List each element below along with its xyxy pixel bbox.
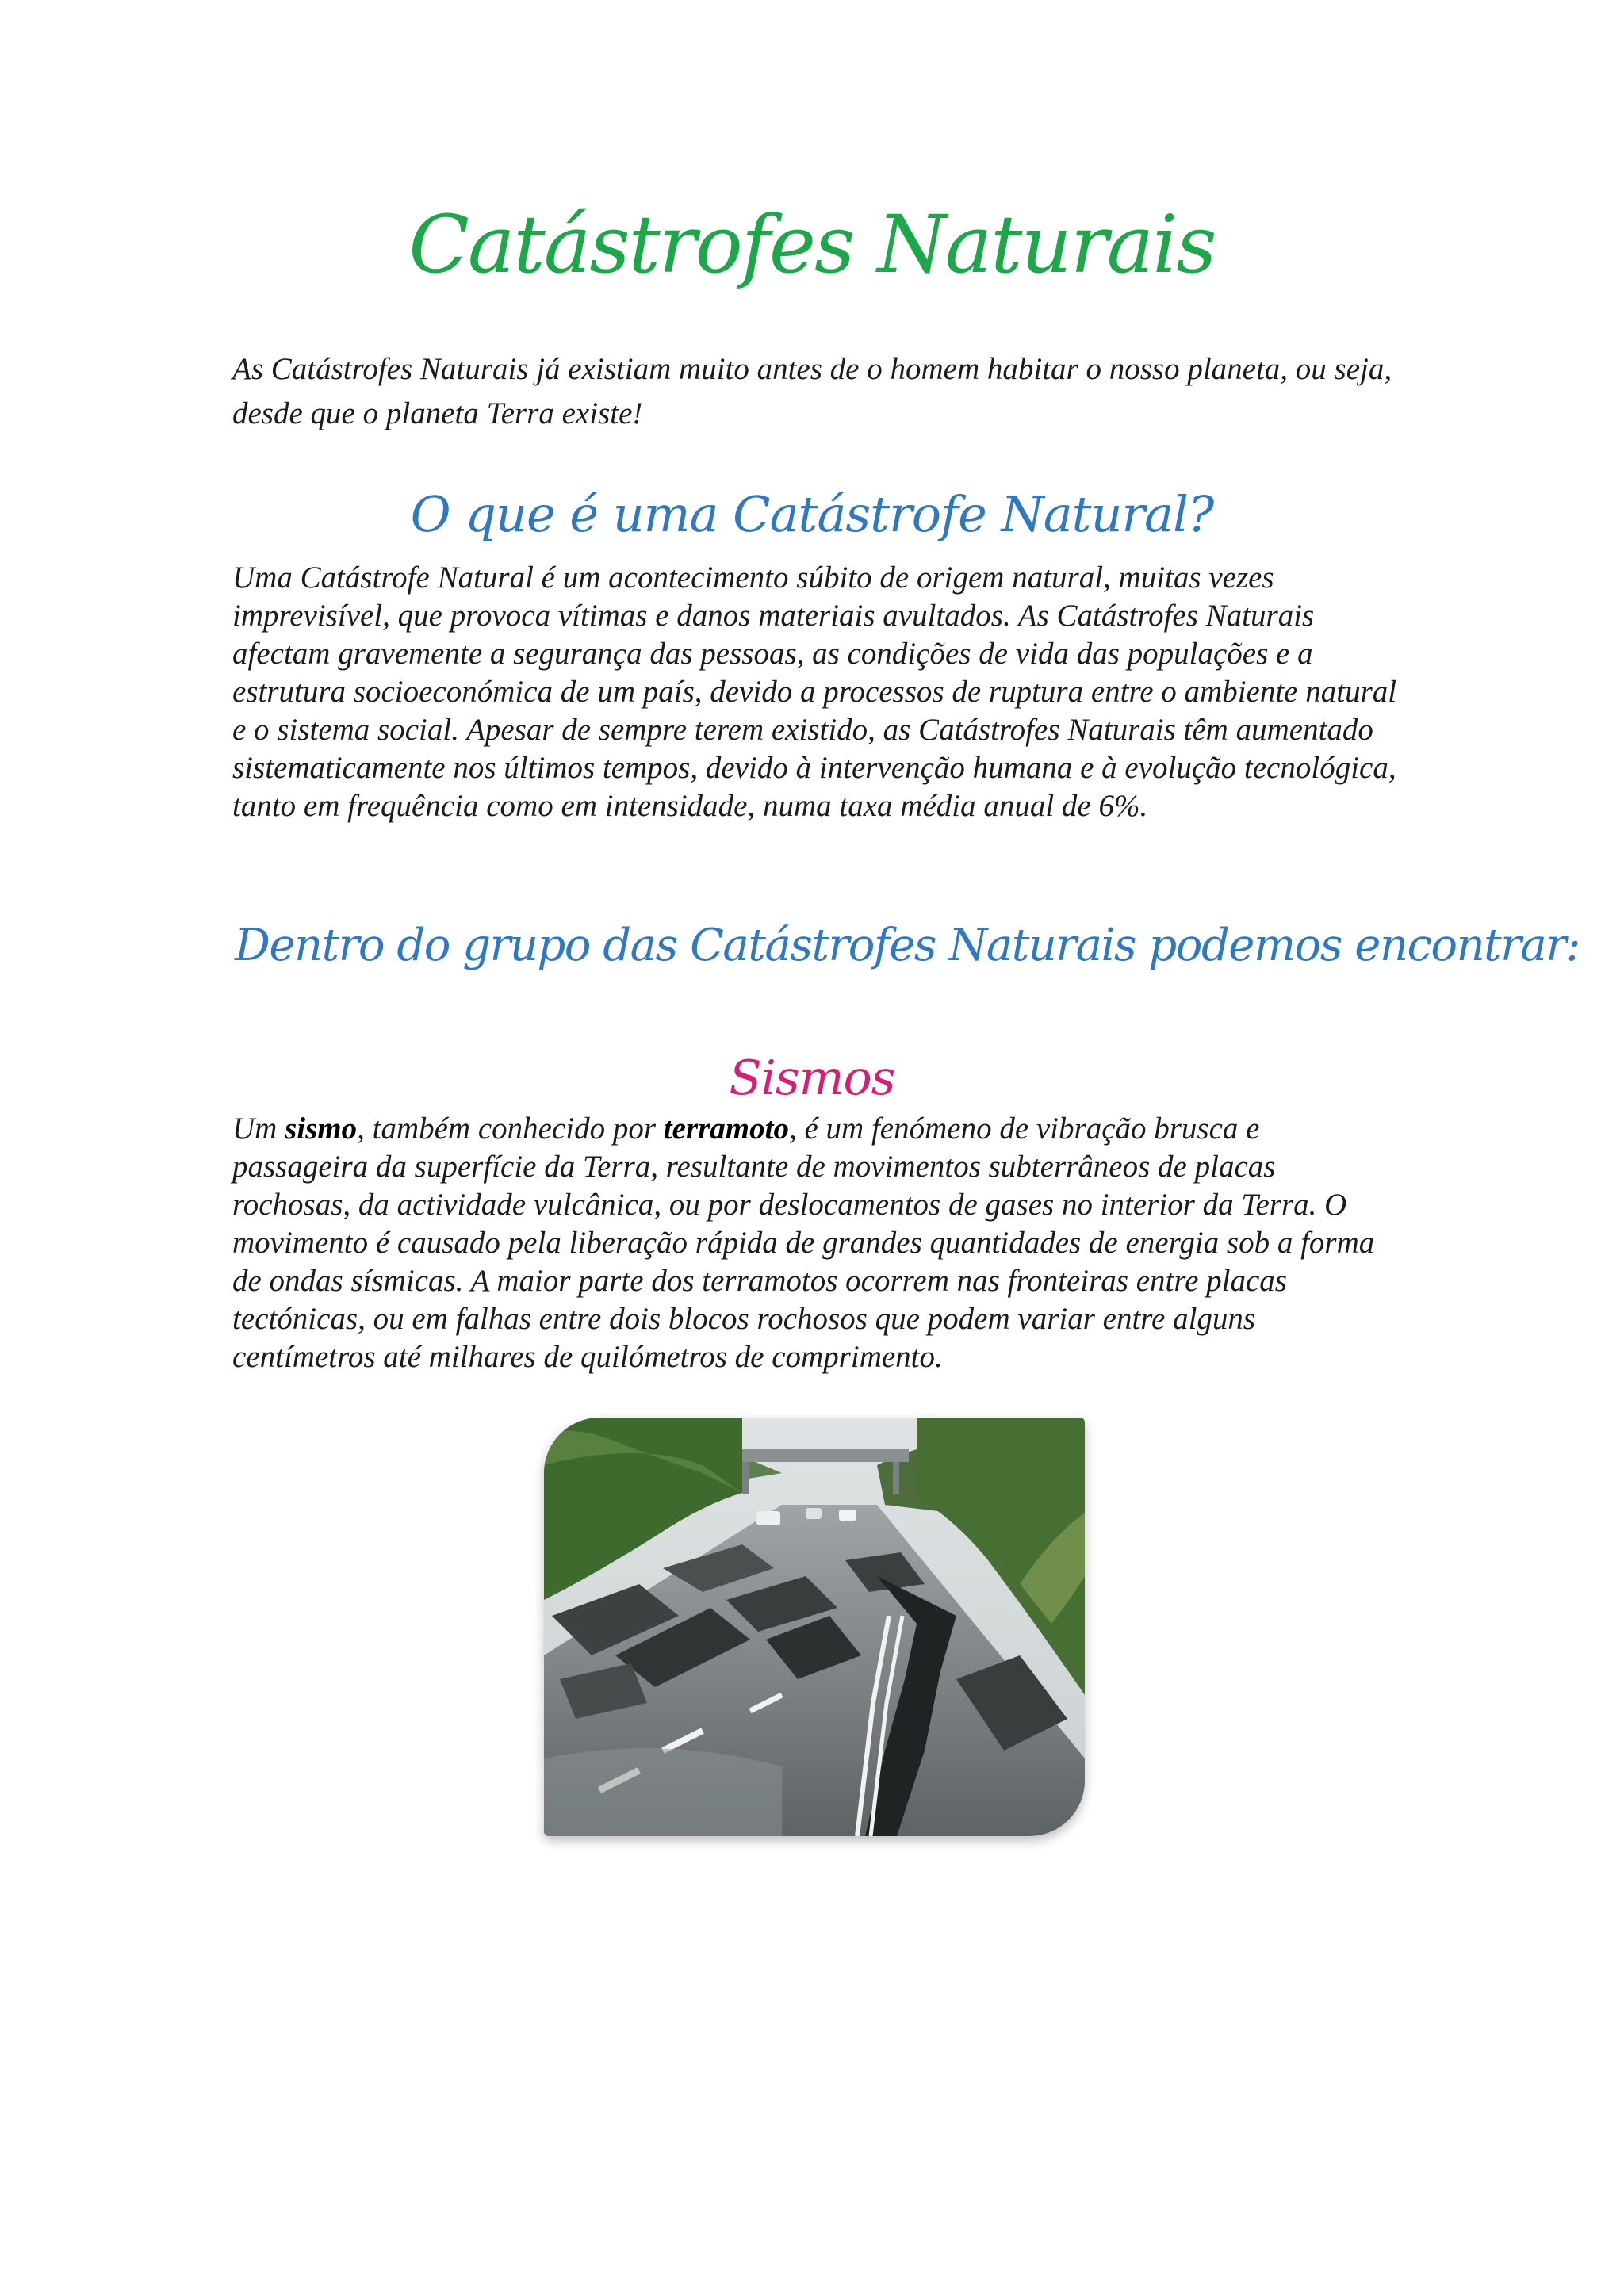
- sismos-text-part: , é um fenómeno de vibração brusca e passageira da superfície da Terra, resultante de movimentos subterrâneos de placas rochosas, da actividade vulcânica, ou por deslocamentos de gases no interior da Terra. O movimento é causado pela liberação rápida de grandes quantidades de energia sob a forma de ondas sísmicas. A maior parte dos terramotos ocorrem nas fronteiras entre placas tectónicas, ou em falhas entre dois blocos rochosos que podem variar entre alguns centímetros até milhares de quilómetros de comprimento.: [232, 1112, 1375, 1374]
- sismos-text-part: , também conhecido por: [357, 1112, 664, 1146]
- page-title: Catástrofes Naturais: [408, 198, 1216, 291]
- sismos-text-part: Um: [232, 1112, 285, 1146]
- group-heading: Dentro do grupo das Catástrofes Naturais podemos encontrar:: [235, 920, 1580, 971]
- sismos-paragraph: [232, 1110, 1398, 1376]
- definition-paragraph: Uma Catástrofe Natural é um acontecimento súbito de origem natural, muitas vezes imprevisível, que provoca vítimas e danos materiais avultados. As Catástrofes Naturais afectam gravemente a segurança das pessoas, as condições de vida das populações e a estrutura socioeconómica de um país, devido a processos de ruptura entre o ambiente natural e o sistema social. Apesar de sempre terem existido, as Catástrofes Naturais têm aumentado sistematicamente nos últimos tempos, devido à intervenção humana e à evolução tecnológica, tanto em frequência como em intensidade, numa taxa média anual de 6%.: [232, 561, 1397, 823]
- sismos-heading: Sismos: [729, 1050, 895, 1106]
- terramoto-term: terramoto: [663, 1112, 789, 1146]
- definition-heading: O que é uma Catástrofe Natural?: [410, 485, 1214, 543]
- sismo-term: sismo: [285, 1112, 358, 1146]
- earthquake-road-illustration: [544, 1418, 1085, 1836]
- intro-paragraph: As Catástrofes Naturais já existiam muito antes de o homem habitar o nosso planeta, ou seja, desde que o planeta Terra existe!: [232, 352, 1392, 430]
- earthquake-road-photo: [544, 1418, 1085, 1836]
